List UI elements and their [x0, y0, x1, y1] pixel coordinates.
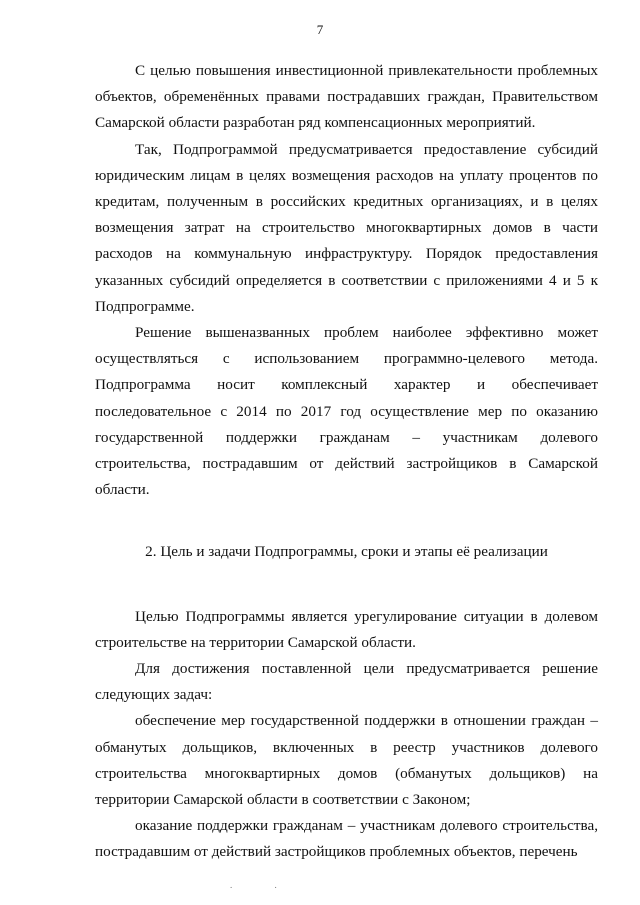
section-heading: 2. Цель и задачи Подпрограммы, сроки и этапы её реализации — [145, 543, 548, 561]
paragraph: Так, Подпрограммой предусматривается предоставление субсидий юридическим лицам в целях возмещения расходов на уплату процентов по кредитам, полученным в российских кредитных организациях, и в целях возмещения затрат на строительство многоквартирных домов в части расходов на коммунальную инфраструктуру. Порядок предоставления указанных субсидий определяется в соответствии с приложениями 4 и 5 к Подпрограмме. — [95, 140, 598, 315]
document-body — [95, 58, 598, 866]
scan-artifact: . . — [230, 880, 297, 890]
paragraph: обеспечение мер государственной поддержки в отношении граждан – обманутых дольщиков, включенных в реестр участников долевого строительства многоквартирных домов (обманутых дольщиков) на территории Самарской области в соответствии с Законом; — [95, 712, 598, 809]
paragraph: Для достижения поставленной цели предусматривается решение следующих задач: — [95, 660, 598, 704]
paragraph: оказание поддержки гражданам – участникам долевого строительства, пострадавшим от действий застройщиков проблемных объектов, перечень — [95, 817, 598, 861]
paragraph: Решение вышеназванных проблем наиболее эффективно может осуществляться с использованием программно-целевого метода. Подпрограмма носит комплексный характер и обеспечивает последовательное с 2014 по 2017 год осуществление мер по оказанию государственной поддержки гражданам – участникам долевого строительства, пострадавшим от действий застройщиков в Самарской области. — [95, 324, 598, 499]
paragraph: Целью Подпрограммы является урегулирование ситуации в долевом строительстве на территории Самарской области. — [95, 607, 598, 651]
paragraph: С целью повышения инвестиционной привлекательности проблемных объектов, обременённых правами пострадавших граждан, Правительством Самарской области разработан ряд компенсационных мероприятий. — [95, 62, 598, 132]
page-number: 7 — [316, 22, 324, 37]
